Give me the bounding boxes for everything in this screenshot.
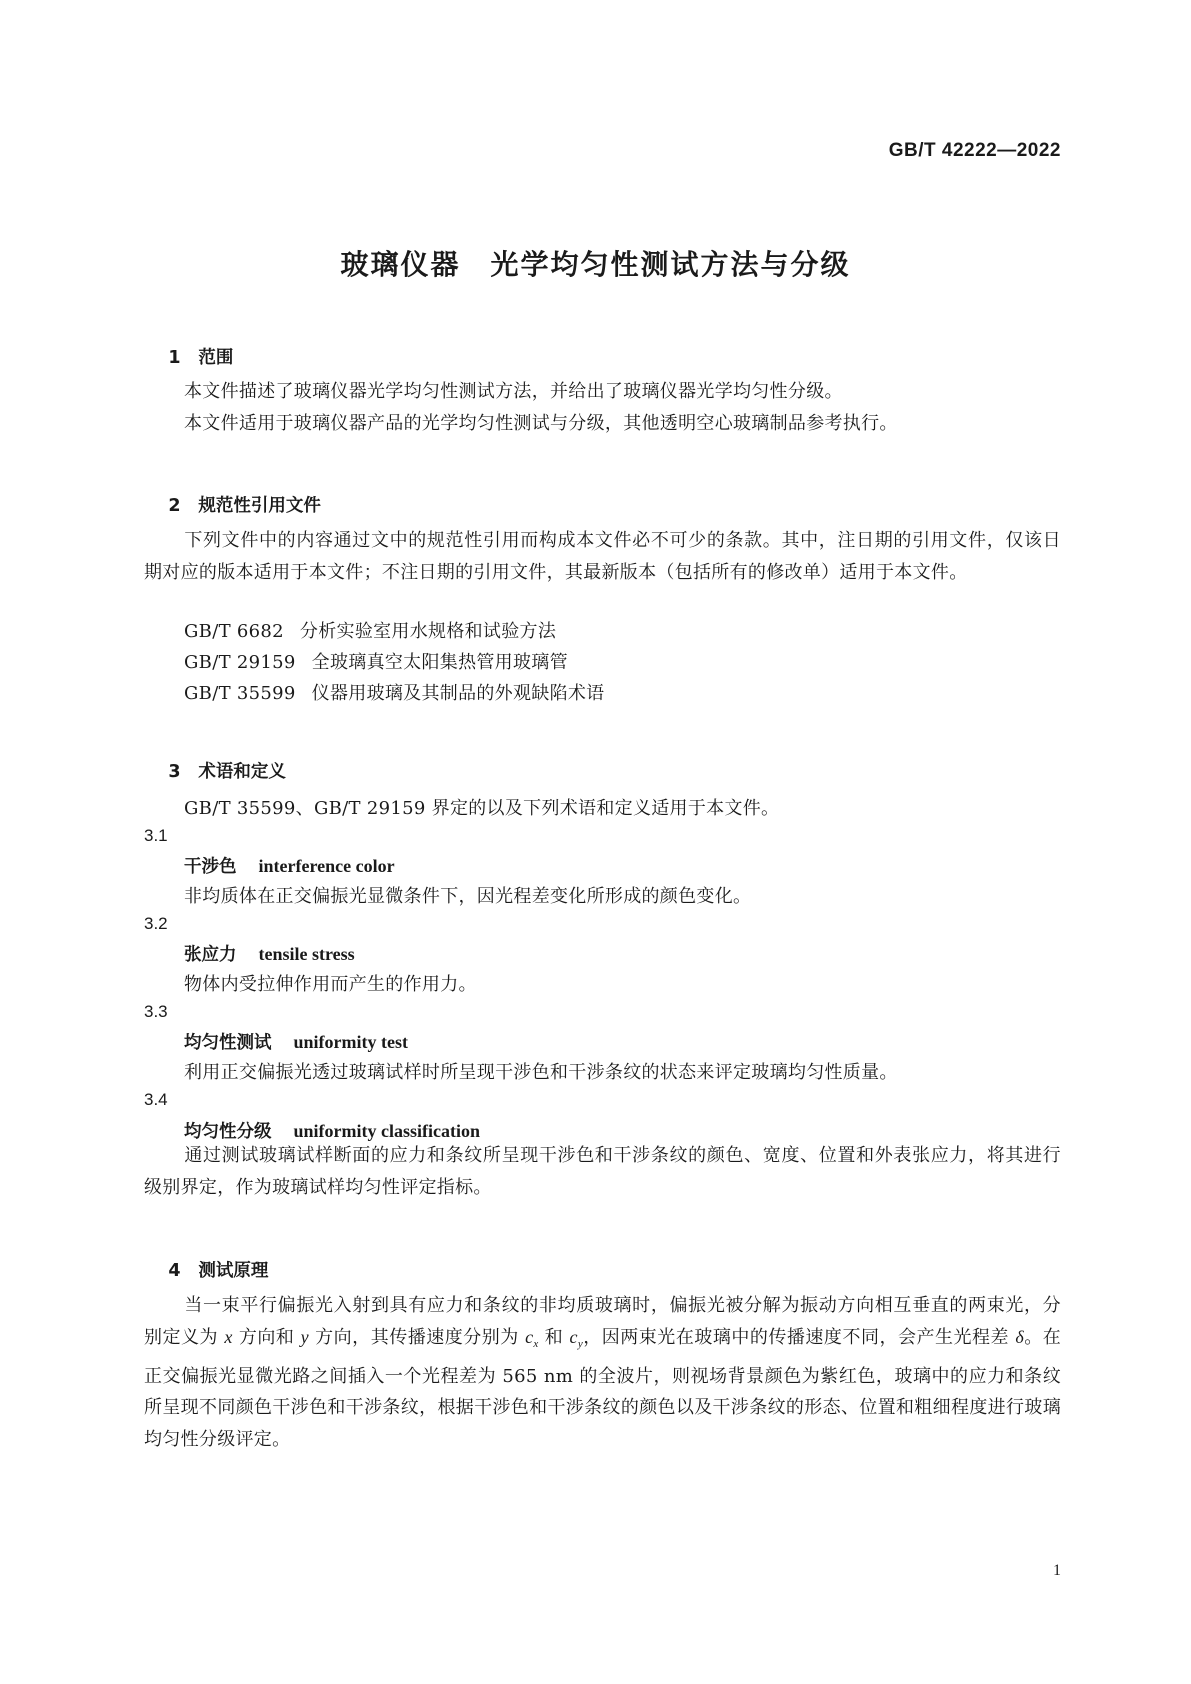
section-title: 范围 xyxy=(198,348,234,368)
term-number: 3.1 xyxy=(144,826,168,845)
reference-item xyxy=(184,679,604,705)
document-id: GB/T 42222—2022 xyxy=(888,140,1061,161)
term-heading xyxy=(184,853,395,878)
term-definition: 物体内受拉伸作用而产生的作用力。 xyxy=(184,974,477,995)
principle-paragraph: 当一束平行偏振光入射到具有应力和条纹的非均质玻璃时，偏振光被分解为振动方向相互垂直的两束光，分别定义为 x 方向和 y 方向，其传播速度分别为 $c_x$ 和 $c_y$，因两束光在玻璃中的传播速度不同，会产生光程差 δ。在正交偏振光显微光路之间插入一个光程差为 565 nm 的全波片，则视场背景颜色为紫红色，玻璃中的应力和条纹所呈现不同颜色干涉色和干涉条纹，根据干涉色和干涉条纹的颜色以及干涉条纹的形态、位置和粗细程度进行玻璃均匀性分级评定。 xyxy=(144,1295,1062,1450)
document-title: 玻璃仪器 光学均匀性测试方法与分级 xyxy=(340,248,851,281)
scope-paragraph-2: 本文件适用于玻璃仪器产品的光学均匀性测试与分级，其他透明空心玻璃制品参考执行。 xyxy=(184,413,898,434)
term-zh: 干涉色 xyxy=(184,857,237,877)
term-heading xyxy=(184,941,355,966)
variable-cx: c xyxy=(525,1326,534,1347)
scope-paragraph-1: 本文件描述了玻璃仪器光学均匀性测试方法，并给出了玻璃仪器光学均匀性分级。 xyxy=(184,381,843,402)
term-en: uniformity test xyxy=(293,1032,408,1052)
term-zh: 均匀性分级 xyxy=(184,1122,272,1142)
term-zh: 均匀性测试 xyxy=(184,1033,272,1053)
reference-item xyxy=(184,617,556,643)
page-number: 1 xyxy=(1053,1562,1061,1579)
variable-x: x xyxy=(224,1326,233,1347)
section-number: 1 xyxy=(168,348,181,368)
term-en: uniformity classification xyxy=(293,1121,480,1141)
term-heading xyxy=(184,1029,408,1054)
variable-cy: c xyxy=(569,1326,578,1347)
reference-item xyxy=(184,648,568,674)
section-number: 2 xyxy=(168,496,181,516)
section-title: 测试原理 xyxy=(198,1261,269,1281)
variable-delta: δ xyxy=(1015,1326,1024,1347)
term-zh: 张应力 xyxy=(184,945,237,965)
term-definition: 通过测试玻璃试样断面的应力和条纹所呈现干涉色和干涉条纹的颜色、宽度、位置和外表张应力，将其进行级别界定，作为玻璃试样均匀性评定指标。 xyxy=(144,1145,1061,1198)
variable-y: y xyxy=(300,1326,309,1347)
term-definition: 利用正交偏振光透过玻璃试样时所呈现干涉色和干涉条纹的状态来评定玻璃均匀性质量。 xyxy=(184,1062,898,1083)
section-number: 4 xyxy=(168,1261,181,1281)
term-number: 3.4 xyxy=(144,1090,168,1109)
term-number: 3.3 xyxy=(144,1002,168,1021)
references-paragraph: 下列文件中的内容通过文中的规范性引用而构成本文件必不可少的条款。其中，注日期的引用文件，仅该日期对应的版本适用于本文件；不注日期的引用文件，其最新版本（包括所有的修改单）适用于本文件。 xyxy=(144,530,1061,583)
reference-title: 仪器用玻璃及其制品的外观缺陷术语 xyxy=(311,683,605,704)
section-title: 术语和定义 xyxy=(198,762,286,782)
reference-code: GB/T 6682 xyxy=(184,621,284,642)
term-en: interference color xyxy=(258,856,395,876)
terms-intro: GB/T 35599、GB/T 29159 界定的以及下列术语和定义适用于本文件。 xyxy=(184,798,780,819)
reference-code: GB/T 29159 xyxy=(184,652,296,673)
section-number: 3 xyxy=(168,762,181,782)
reference-title: 全玻璃真空太阳集热管用玻璃管 xyxy=(311,652,568,673)
term-en: tensile stress xyxy=(258,944,355,964)
reference-code: GB/T 35599 xyxy=(184,683,296,704)
term-number: 3.2 xyxy=(144,914,168,933)
section-title: 规范性引用文件 xyxy=(198,496,321,516)
reference-title: 分析实验室用水规格和试验方法 xyxy=(299,621,557,642)
term-definition: 非均质体在正交偏振光显微条件下，因光程差变化所形成的颜色变化。 xyxy=(184,886,752,907)
